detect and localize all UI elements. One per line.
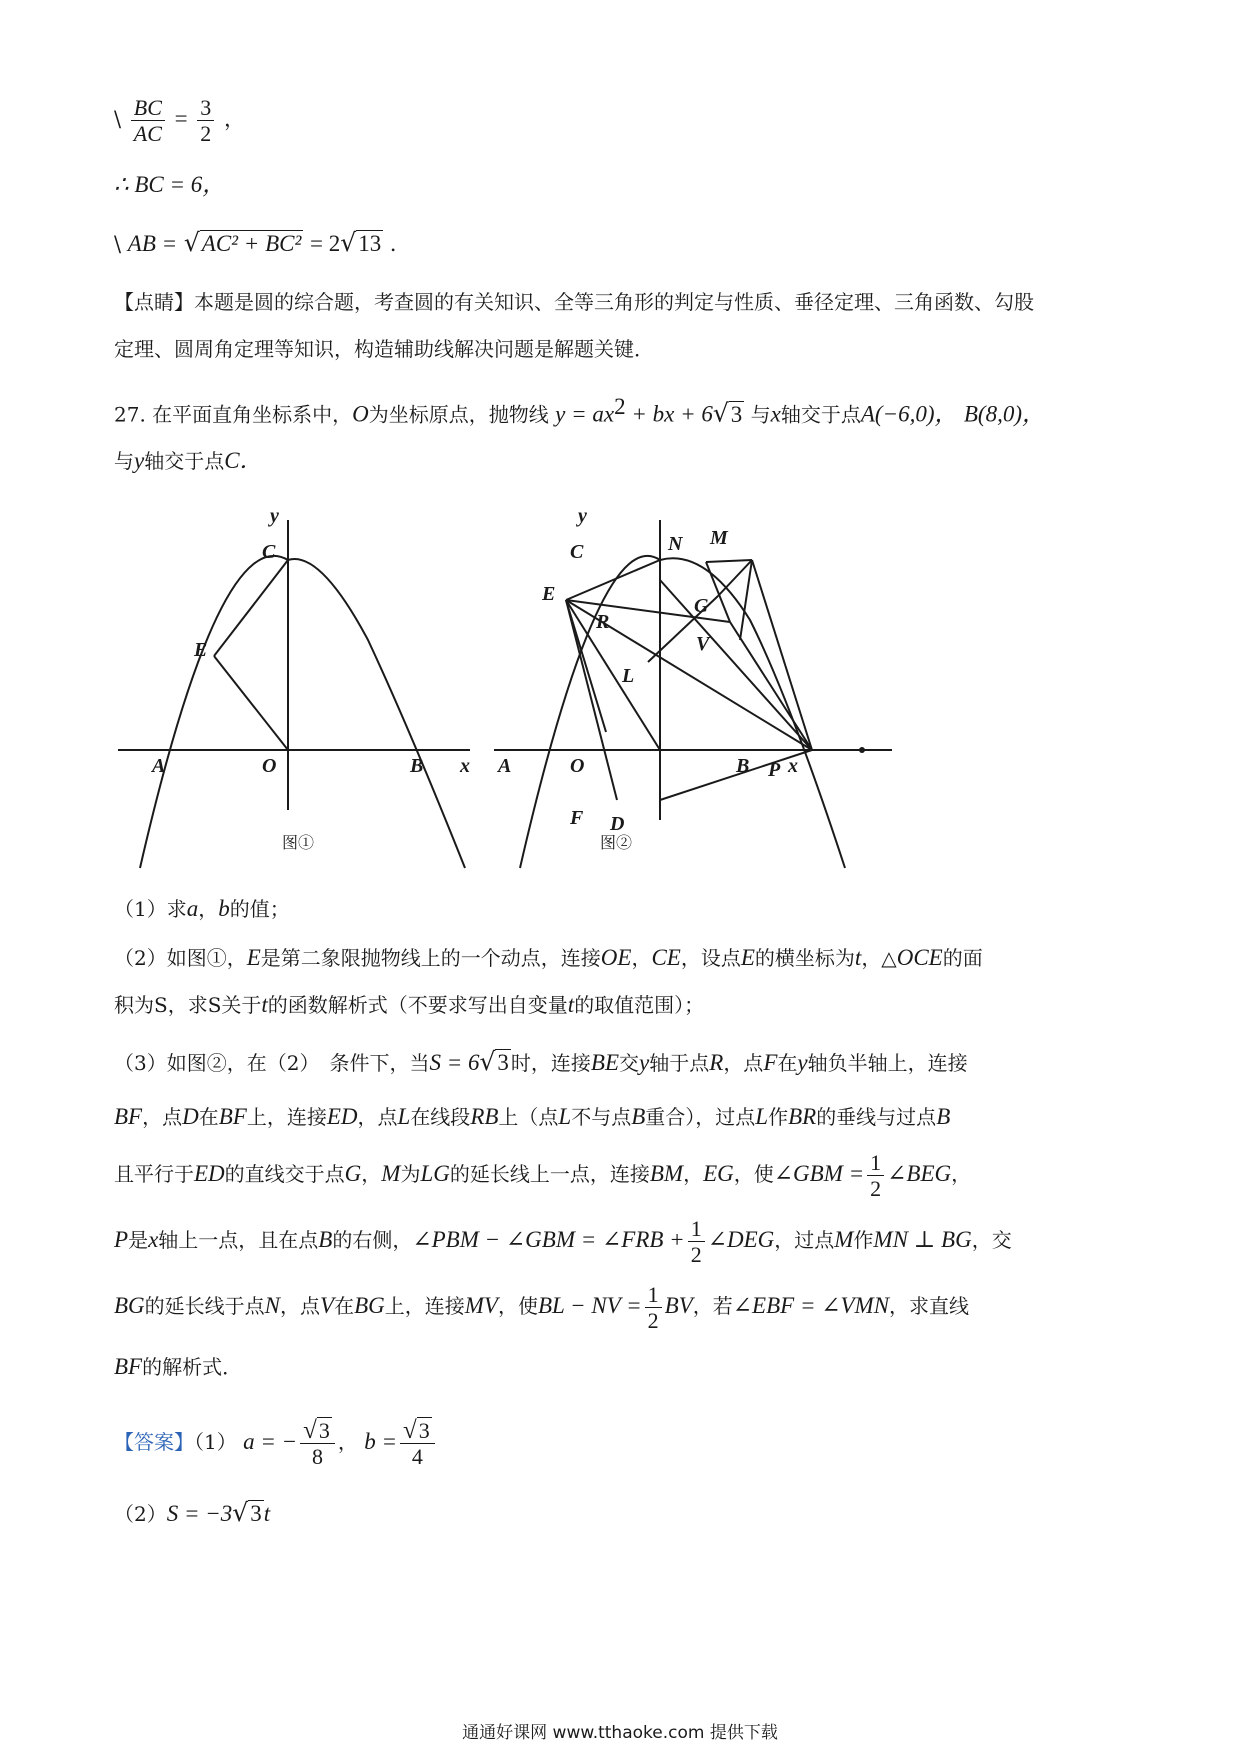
problem-27-line-1: 27. 在平面直角坐标系中，O为坐标原点，抛物线 $y = ax^2$ + bx + 6√3 与x轴交于点A(−6,0)， B(8,0)， (114, 394, 1045, 428)
line-ab-value: \ AB = √AC² + BC² = 2√13 ． (114, 228, 411, 257)
question-3-line-6: BF的解析式． (114, 1354, 243, 1379)
segment-nm (706, 560, 752, 562)
segment-bg (730, 622, 812, 750)
problem-27-line-2: 与y轴交于点C． (114, 448, 263, 473)
parabola (140, 556, 465, 868)
fraction-3-2: $\frac{3}{2}$ (197, 95, 214, 146)
point-p (859, 747, 865, 753)
label-g: G (694, 595, 709, 617)
answer-label: 【答案】 (114, 1430, 194, 1454)
label-f: F (570, 807, 584, 829)
label-e: E (542, 583, 556, 605)
fraction-half: $\frac{1}{2}$ (688, 1216, 705, 1267)
segment-eo (214, 656, 288, 750)
label-a: A (152, 755, 166, 777)
question-3-line-2: BF，点D在BF上，连接ED，点L在线段RB上（点L不与点B重合），过点L作BR的垂线与过点B (114, 1104, 951, 1129)
label-e: E (194, 639, 208, 661)
fraction-bc-ac: $\frac{BC}{AC}$ (131, 95, 165, 146)
fraction-a: $\frac{√3}{8}$ (300, 1418, 335, 1469)
label-p: P (768, 759, 781, 781)
question-3-line-5: BG的延长线于点N，点V在BG上，连接MV，使BL − NV = $\frac{1}{2}$ BV，若∠EBF = ∠VMN，求直线 (114, 1282, 970, 1333)
label-d: D (610, 813, 625, 835)
figure-2 (490, 500, 910, 870)
footer-credit: 通通好课网 www.tthaoke.com 提供下载 (462, 1723, 778, 1743)
label-b: B (736, 755, 750, 777)
line-ratio: \ $\frac{BC}{AC}$ = $\frac{3}{2}$ ， (114, 95, 245, 146)
line-bc-value: ∴ BC = 6， (114, 172, 226, 197)
label-a: A (498, 755, 512, 777)
fig2-caption: 图② (600, 835, 633, 852)
label-l: L (622, 665, 635, 687)
fraction-half: $\frac{1}{2}$ (645, 1282, 662, 1333)
question-3-line-4: P是x轴上一点，且在点B的右侧，∠PBM − ∠GBM = ∠FRB + $\frac{1}{2}$ ∠DEG，过点M作MN ⊥ BG，交 (114, 1216, 1012, 1267)
question-3-line-3: 且平行于ED的直线交于点G，M为LG的延长线上一点，连接BM，EG，使∠GBM = $\frac{1}{2}$ ∠BEG， (114, 1150, 972, 1201)
answer-2: （2）S = −3√3t (114, 1498, 271, 1527)
question-1: （1）求a，b的值； (114, 896, 290, 921)
label-c: C (570, 541, 584, 563)
segment-mb (752, 560, 812, 750)
dianjing-line-2: 定理、圆周角定理等知识，构造辅助线解决问题是解题关键． (114, 337, 654, 361)
segment-ce (566, 560, 660, 600)
label-v: V (696, 633, 710, 655)
label-x: x (788, 755, 798, 777)
label-y: y (270, 505, 279, 527)
label-b: B (410, 755, 424, 777)
dianjing-line-1: 【点睛】本题是圆的综合题，考查圆的有关知识、全等三角形的判定与性质、垂径定理、三角函数、勾股 (114, 290, 1034, 314)
fraction-b: $\frac{√3}{4}$ (400, 1418, 435, 1469)
label-x: x (460, 755, 470, 777)
line-marker: \ (114, 107, 122, 131)
label-r: R (596, 611, 610, 633)
label-c: C (262, 541, 276, 563)
label-o: O (262, 755, 277, 777)
label-m: M (710, 527, 728, 549)
answer-1: 【答案】（1） a = − $\frac{√3}{8}$ ， b = $\frac{√3}{4}$ (114, 1418, 438, 1469)
dianjing-label: 【点睛】 (114, 290, 194, 314)
fig1-caption: 图① (282, 835, 315, 852)
label-n: N (668, 533, 683, 555)
segment-gn (706, 562, 730, 622)
segment-ce (214, 560, 288, 656)
label-o: O (570, 755, 585, 777)
figure-1 (110, 500, 490, 870)
segment-eo (566, 600, 660, 750)
question-3-line-1: （3）如图②，在（2） 条件下，当S = 6√3 时，连接BE交y轴于点R，点F在y轴负半轴上，连接 (114, 1047, 968, 1076)
label-y: y (578, 505, 587, 527)
fraction-half: $\frac{1}{2}$ (867, 1150, 884, 1201)
question-2-line-1: （2）如图①，E是第二象限抛物线上的一个动点，连接OE，CE，设点E的横坐标为t，△OCE的面 (114, 945, 983, 970)
question-2-line-2: 积为S，求S关于t的函数解析式（不要求写出自变量t的取值范围）； (114, 992, 705, 1017)
segment-rb (660, 580, 812, 750)
